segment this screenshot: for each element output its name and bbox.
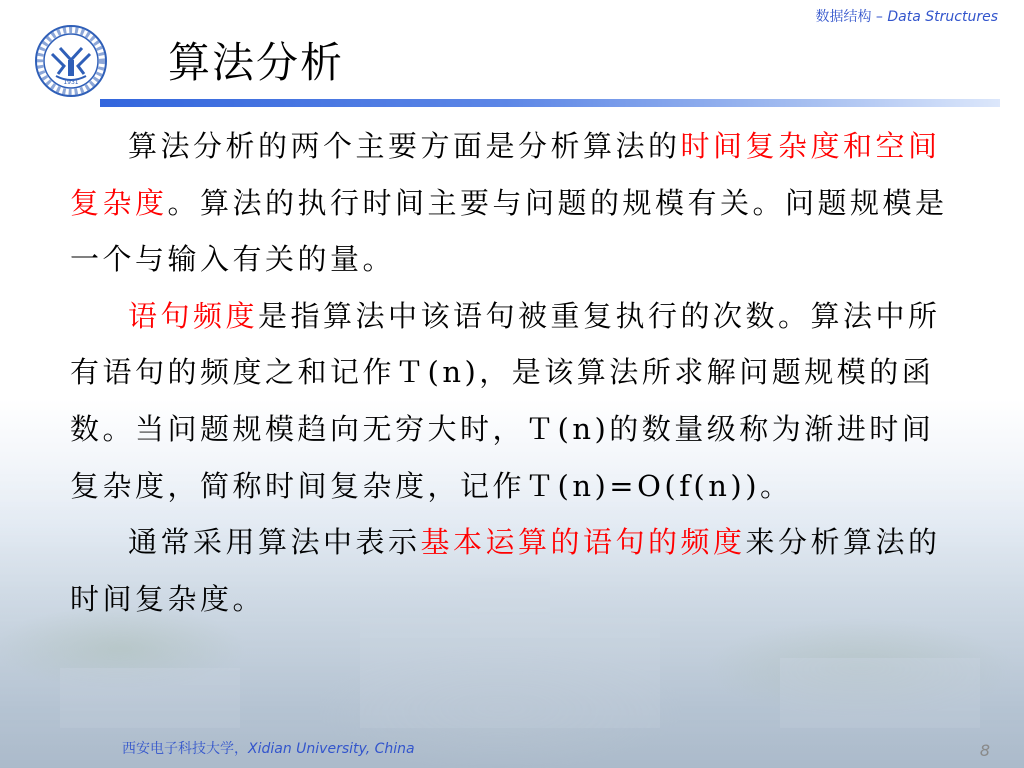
course-name-cn: 数据结构 [815, 9, 872, 25]
paragraph-time-space-complexity [70, 118, 960, 288]
seal-year: 1931 [63, 79, 79, 86]
highlight-term: 时间复杂度和空间复杂度 [70, 129, 941, 220]
course-separator: – [871, 9, 888, 25]
course-name-en: Data Structures [887, 9, 998, 25]
university-seal-icon [34, 24, 108, 98]
paragraph-basic-operation [70, 514, 960, 627]
paragraph-text: 来分析算法的时间复杂度。 [70, 525, 941, 616]
paragraph-text: 算法分析的两个主要方面是分析算法的 [128, 129, 681, 163]
page-number: 8 [979, 741, 990, 760]
title-underline-bar [100, 99, 1000, 107]
footer-university [122, 738, 415, 758]
paragraph-text: 是指算法中该语句被重复执行的次数。算法中所有语句的频度之和记作Ｔ(n)，是该算法所求解问题规模的函数。当问题规模趋向无穷大时，Ｔ(n)的数量级称为渐进时间复杂度，简称时间复杂度，记作Ｔ(n)=O(f(n))。 [70, 298, 941, 503]
footer-university-cn: 西安电子科技大学 [122, 741, 234, 757]
paragraph-text: 。算法的执行时间主要与问题的规模有关。问题规模是一个与输入有关的量。 [70, 185, 948, 277]
paragraph-statement-frequency [70, 288, 960, 514]
paragraph-text: 通常采用算法中表示 [128, 525, 421, 560]
footer-separator: ， [234, 741, 248, 757]
highlight-term: 语句频度 [128, 298, 259, 333]
highlight-term: 基本运算的语句的频度 [420, 525, 746, 560]
slide-body [70, 118, 960, 627]
course-caption [815, 6, 998, 26]
footer-university-en: Xidian University, China [248, 741, 415, 757]
slide-title: 算法分析 [168, 38, 345, 87]
